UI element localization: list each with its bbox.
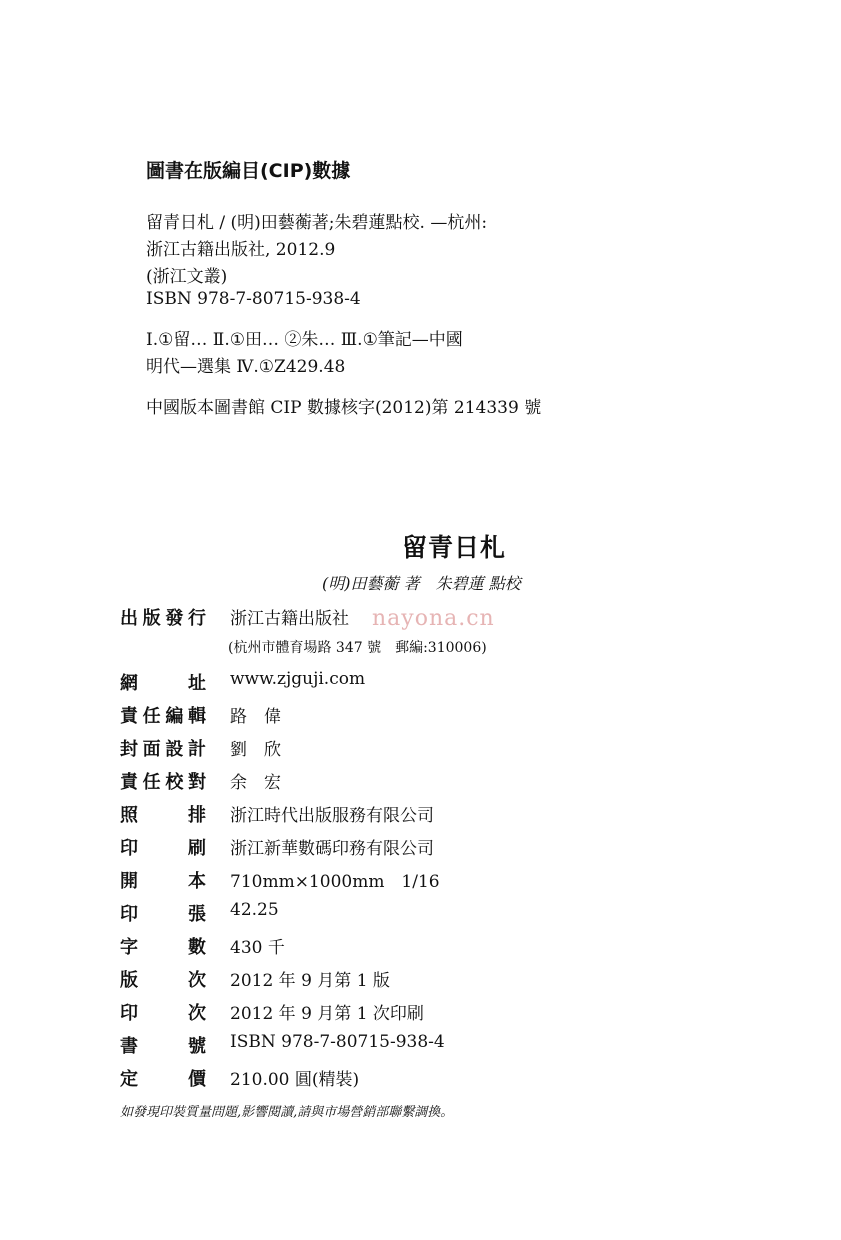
colophon-label: 照 排 <box>120 805 206 826</box>
watermark-text: nayona.cn <box>372 606 495 631</box>
colophon-row <box>120 1065 740 1091</box>
colophon-label: 開 本 <box>120 871 206 892</box>
colophon-row <box>120 1032 740 1058</box>
publisher-address: (杭州市體育場路 347 號 郵編:310006) <box>228 640 487 656</box>
colophon-value: 浙江新華數碼印務有限公司 <box>230 839 434 859</box>
colophon-value: 2012 年 9 月第 1 次印刷 <box>230 1004 424 1024</box>
colophon-label: 書 號 <box>120 1036 206 1057</box>
colophon-label: 封面設計 <box>120 739 206 760</box>
cip-line: Ⅰ.①留… Ⅱ.①田… ②朱… Ⅲ.①筆記—中國 <box>146 330 463 350</box>
colophon-value: ISBN 978-7-80715-938-4 <box>230 1032 445 1052</box>
cip-line: ISBN 978-7-80715-938-4 <box>146 289 361 309</box>
colophon-label: 版 次 <box>120 970 206 991</box>
colophon-label: 責任校對 <box>120 772 206 793</box>
cip-line: (浙江文叢) <box>146 267 228 287</box>
colophon-value: www.zjguji.com <box>230 669 366 689</box>
colophon-value: 42.25 <box>230 900 279 920</box>
cip-heading: 圖書在版編目(CIP)數據 <box>146 160 351 182</box>
colophon-value: 2012 年 9 月第 1 版 <box>230 971 390 991</box>
colophon-row <box>120 702 740 728</box>
colophon-row <box>120 999 740 1025</box>
colophon-value: 430 千 <box>230 938 285 958</box>
colophon-row <box>120 669 740 695</box>
colophon-value: 210.00 圓(精裝) <box>230 1070 360 1090</box>
colophon-label: 印 刷 <box>120 838 206 859</box>
colophon-row <box>120 966 740 992</box>
cip-line: 留青日札 / (明)田藝蘅著;朱碧蓮點校. —杭州: <box>146 213 488 233</box>
colophon-value: 710mm×1000mm 1/16 <box>230 872 440 892</box>
quality-notice: 如發現印裝質量問題,影響閱讀,請與市場營銷部聯繫調換。 <box>120 1105 454 1120</box>
colophon-row <box>120 900 740 926</box>
colophon-label: 出版發行 <box>120 608 206 629</box>
colophon-row <box>120 867 740 893</box>
colophon-row <box>120 735 740 761</box>
colophon-row <box>120 834 740 860</box>
colophon-row <box>120 933 740 959</box>
colophon-label: 字 數 <box>120 937 206 958</box>
cip-line: 浙江古籍出版社, 2012.9 <box>146 240 336 260</box>
colophon-value: 浙江古籍出版社 <box>230 609 349 629</box>
colophon-value: 余 宏 <box>230 773 281 793</box>
colophon-label: 印 張 <box>120 904 206 925</box>
colophon-label: 印 次 <box>120 1003 206 1024</box>
colophon-label: 定 價 <box>120 1069 206 1090</box>
colophon-value: 路 偉 <box>230 707 281 727</box>
colophon-value: 劉 欣 <box>230 740 281 760</box>
book-title: 留青日札 <box>402 533 507 562</box>
colophon-value: 浙江時代出版服務有限公司 <box>230 806 434 826</box>
colophon-label: 責任編輯 <box>120 706 206 727</box>
colophon-row <box>120 768 740 794</box>
authors-line: (明)田藝蘅 著 朱碧蓮 點校 <box>322 574 521 593</box>
cip-line: 明代—選集 Ⅳ.①Z429.48 <box>146 357 346 377</box>
colophon-label: 網 址 <box>120 673 206 694</box>
colophon-row <box>120 801 740 827</box>
cip-line: 中國版本圖書館 CIP 數據核字(2012)第 214339 號 <box>146 398 542 418</box>
